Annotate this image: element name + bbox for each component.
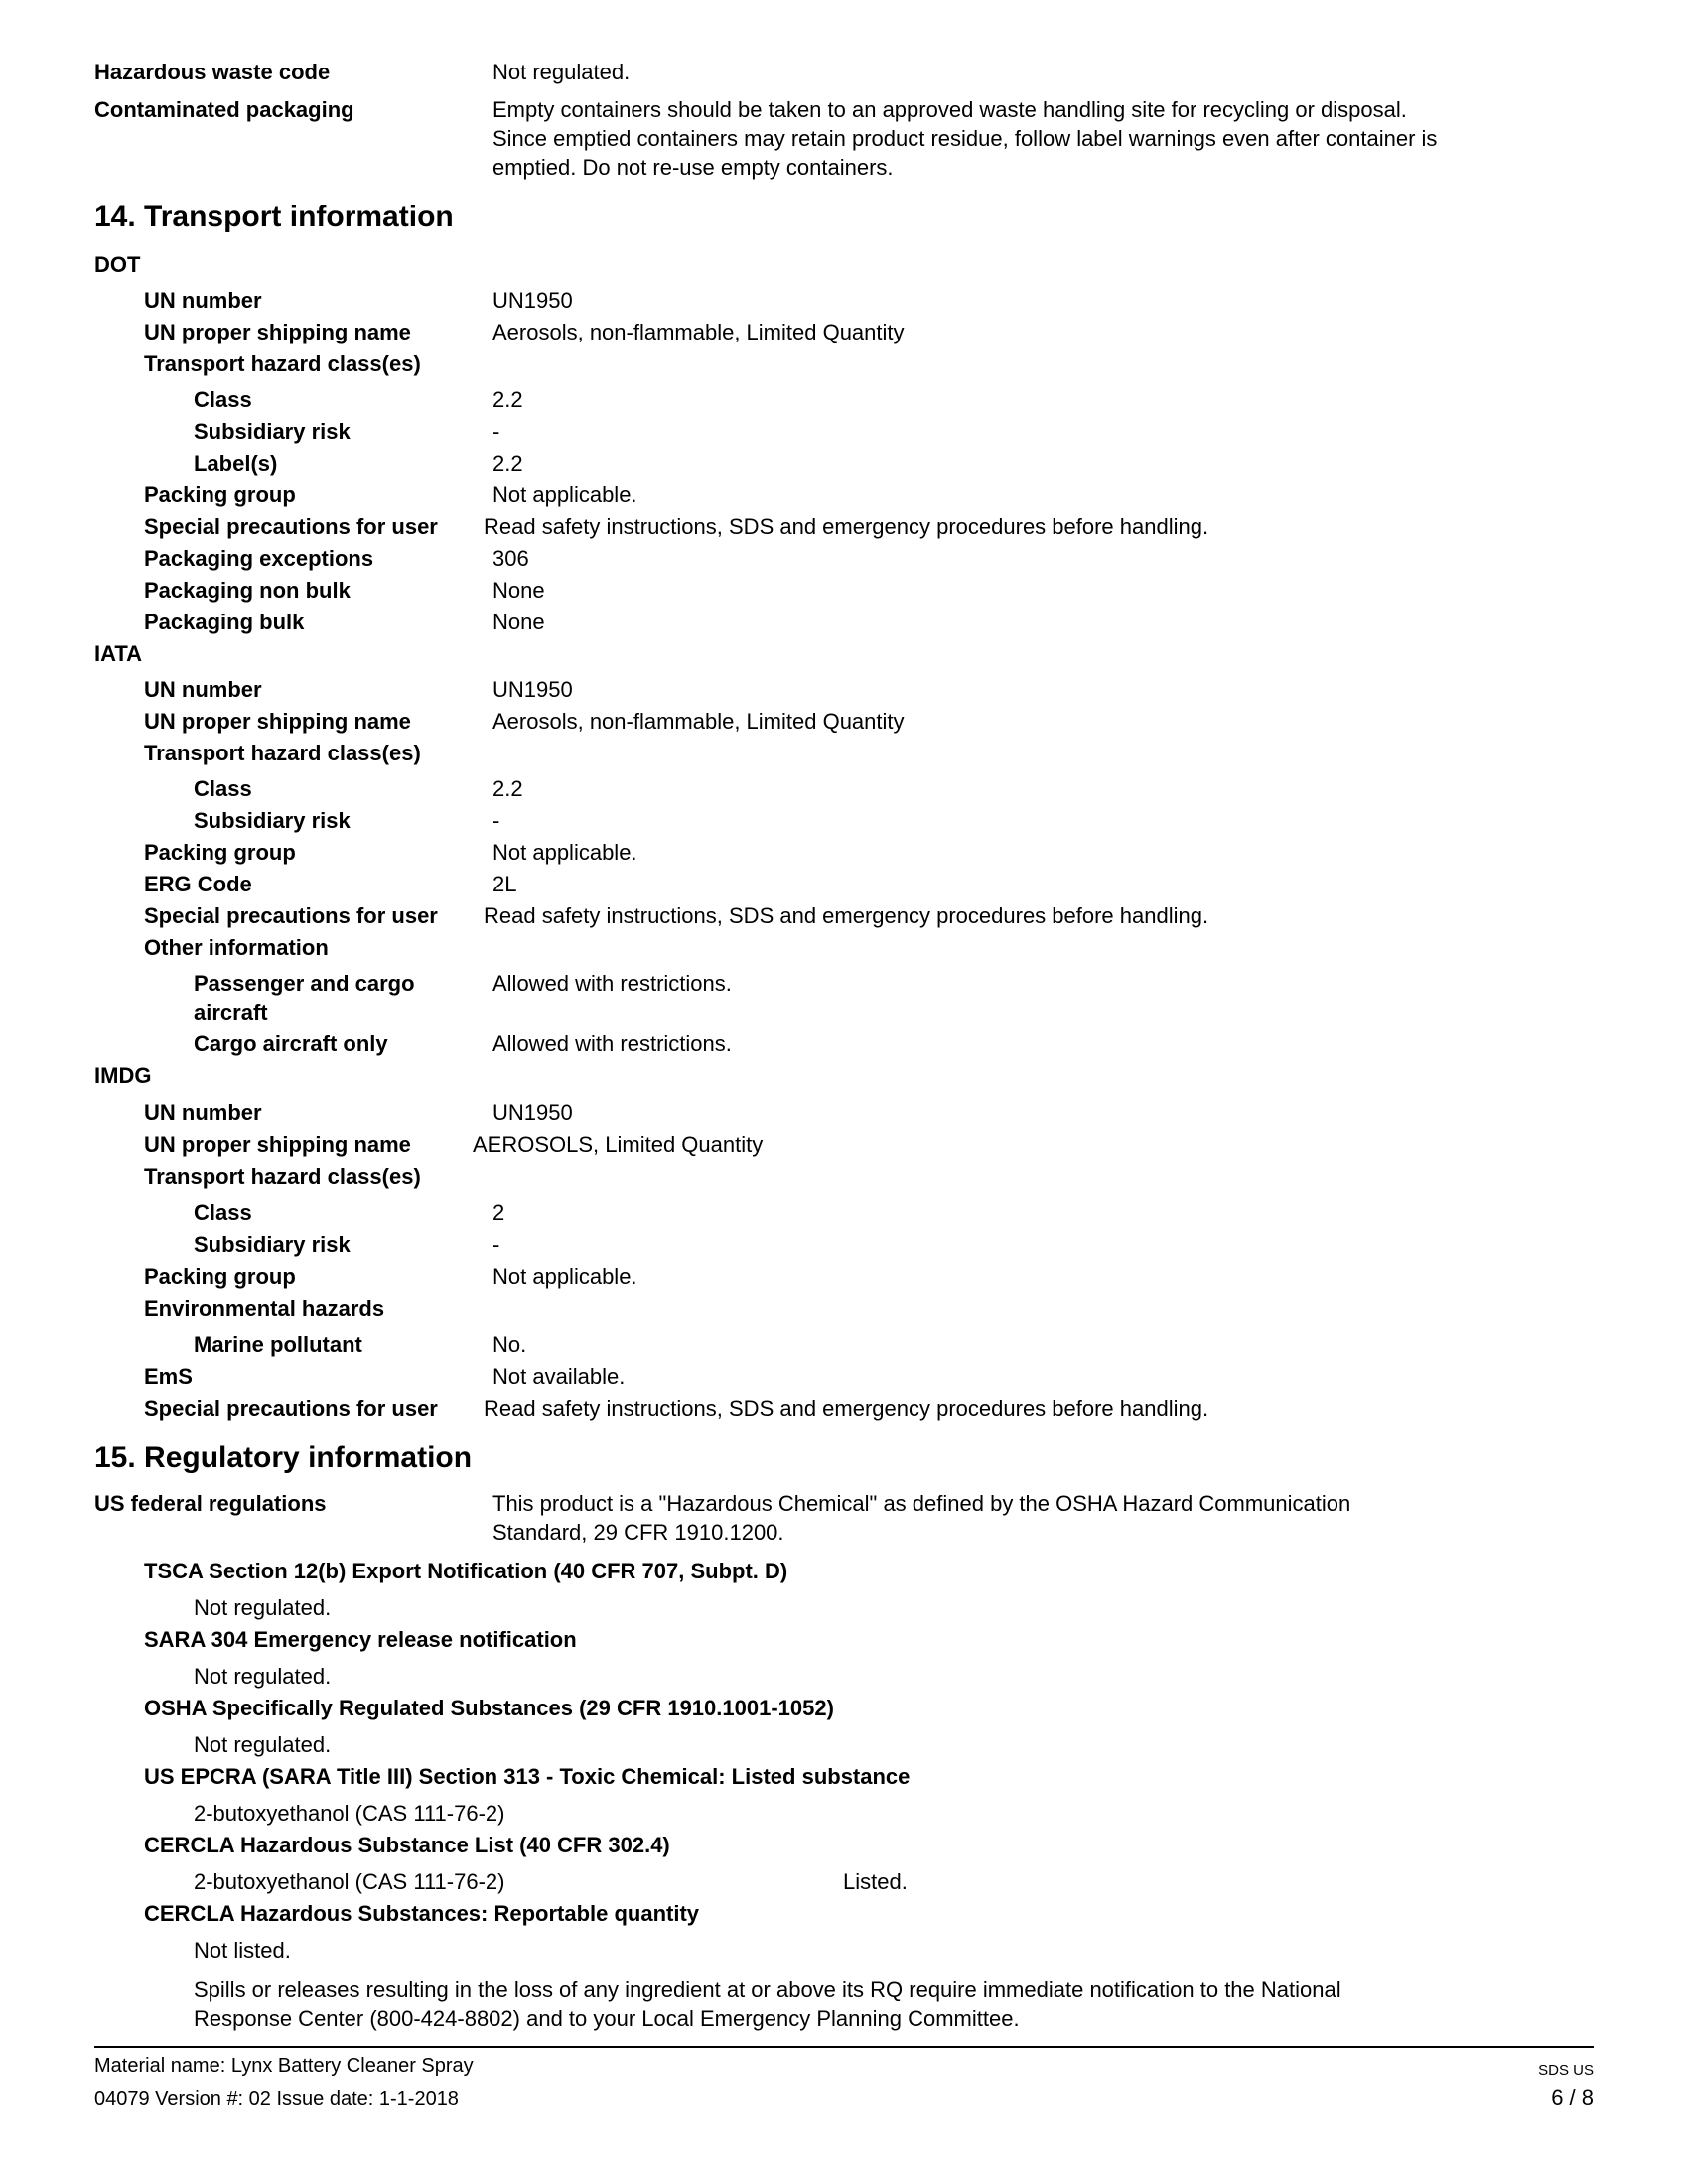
iata-erg-code-value: 2L bbox=[492, 872, 517, 896]
dot-heading: DOT bbox=[94, 252, 141, 277]
osha-heading: OSHA Specifically Regulated Substances (29 CFR 1910.1001-1052) bbox=[144, 1696, 834, 1720]
dot-un-number-label: UN number bbox=[144, 288, 262, 313]
section-14-title: 14. Transport information bbox=[94, 201, 454, 233]
dot-class-value: 2.2 bbox=[492, 387, 523, 412]
epcra-heading: US EPCRA (SARA Title III) Section 313 - Toxic Chemical: Listed substance bbox=[144, 1764, 911, 1789]
footer-divider bbox=[94, 2046, 1594, 2048]
imdg-packing-group-label: Packing group bbox=[144, 1264, 296, 1289]
dot-packing-group-label: Packing group bbox=[144, 482, 296, 507]
iata-erg-code-label: ERG Code bbox=[144, 872, 252, 896]
imdg-environmental-hazards-label: Environmental hazards bbox=[144, 1297, 385, 1321]
dot-packing-group-value: Not applicable. bbox=[492, 482, 637, 507]
hazardous-waste-code-value: Not regulated. bbox=[492, 60, 631, 84]
hazardous-waste-code-label: Hazardous waste code bbox=[94, 60, 331, 84]
imdg-heading: IMDG bbox=[94, 1063, 152, 1088]
iata-passenger-cargo-value: Allowed with restrictions. bbox=[492, 971, 732, 996]
cercla-rq-note-line2: Response Center (800-424-8802) and to your Local Emergency Planning Committee. bbox=[194, 2006, 1020, 2031]
imdg-un-number-value: UN1950 bbox=[492, 1100, 573, 1125]
imdg-marine-pollutant-label: Marine pollutant bbox=[194, 1332, 362, 1357]
dot-class-label: Class bbox=[194, 387, 252, 412]
dot-packaging-non-bulk-value: None bbox=[492, 578, 545, 603]
iata-subsidiary-risk-value: - bbox=[492, 808, 500, 833]
cercla-list-status: Listed. bbox=[843, 1869, 908, 1894]
iata-subsidiary-risk-label: Subsidiary risk bbox=[194, 808, 351, 833]
iata-cargo-only-value: Allowed with restrictions. bbox=[492, 1031, 732, 1056]
dot-special-precautions-value: Read safety instructions, SDS and emergency procedures before handling. bbox=[484, 514, 1209, 539]
dot-shipping-name-label: UN proper shipping name bbox=[144, 320, 411, 344]
footer-doc-type: SDS US bbox=[1538, 2062, 1594, 2079]
iata-class-label: Class bbox=[194, 776, 252, 801]
imdg-ems-label: EmS bbox=[144, 1364, 193, 1389]
iata-shipping-name-label: UN proper shipping name bbox=[144, 709, 411, 734]
tsca-value: Not regulated. bbox=[194, 1595, 332, 1620]
dot-subsidiary-risk-label: Subsidiary risk bbox=[194, 419, 351, 444]
imdg-class-label: Class bbox=[194, 1200, 252, 1225]
iata-passenger-cargo-label-line2: aircraft bbox=[194, 1000, 268, 1024]
iata-other-information-label: Other information bbox=[144, 935, 329, 960]
imdg-packing-group-value: Not applicable. bbox=[492, 1264, 637, 1289]
dot-packaging-exceptions-label: Packaging exceptions bbox=[144, 546, 374, 571]
iata-hazard-classes-label: Transport hazard class(es) bbox=[144, 741, 421, 765]
us-federal-line2: Standard, 29 CFR 1910.1200. bbox=[492, 1520, 784, 1545]
iata-special-precautions-label: Special precautions for user bbox=[144, 903, 438, 928]
dot-subsidiary-risk-value: - bbox=[492, 419, 500, 444]
imdg-marine-pollutant-value: No. bbox=[492, 1332, 527, 1357]
dot-packaging-non-bulk-label: Packaging non bulk bbox=[144, 578, 351, 603]
dot-packaging-bulk-value: None bbox=[492, 610, 545, 634]
us-federal-label: US federal regulations bbox=[94, 1491, 327, 1516]
iata-packing-group-value: Not applicable. bbox=[492, 840, 637, 865]
dot-un-number-value: UN1950 bbox=[492, 288, 573, 313]
iata-special-precautions-value: Read safety instructions, SDS and emergency procedures before handling. bbox=[484, 903, 1209, 928]
cercla-rq-value: Not listed. bbox=[194, 1938, 291, 1963]
imdg-special-precautions-label: Special precautions for user bbox=[144, 1396, 438, 1421]
iata-un-number-value: UN1950 bbox=[492, 677, 573, 702]
iata-passenger-cargo-label-line1: Passenger and cargo bbox=[194, 971, 415, 996]
iata-heading: IATA bbox=[94, 641, 143, 666]
iata-class-value: 2.2 bbox=[492, 776, 523, 801]
dot-packaging-bulk-label: Packaging bulk bbox=[144, 610, 305, 634]
dot-packaging-exceptions-value: 306 bbox=[492, 546, 529, 571]
section-15-title: 15. Regulatory information bbox=[94, 1441, 473, 1474]
contaminated-packaging-line3: emptied. Do not re-use empty containers. bbox=[492, 155, 894, 180]
osha-value: Not regulated. bbox=[194, 1732, 332, 1757]
sara304-heading: SARA 304 Emergency release notification bbox=[144, 1627, 577, 1652]
epcra-value: 2-butoxyethanol (CAS 111-76-2) bbox=[194, 1801, 505, 1826]
imdg-un-number-label: UN number bbox=[144, 1100, 262, 1125]
contaminated-packaging-label: Contaminated packaging bbox=[94, 97, 354, 122]
iata-cargo-only-label: Cargo aircraft only bbox=[194, 1031, 388, 1056]
contaminated-packaging-line1: Empty containers should be taken to an approved waste handling site for recycling or disposal. bbox=[492, 97, 1407, 122]
dot-special-precautions-label: Special precautions for user bbox=[144, 514, 438, 539]
dot-hazard-classes-label: Transport hazard class(es) bbox=[144, 351, 421, 376]
contaminated-packaging-line2: Since emptied containers may retain product residue, follow label warnings even after container is bbox=[492, 126, 1438, 151]
cercla-rq-heading: CERCLA Hazardous Substances: Reportable quantity bbox=[144, 1901, 700, 1926]
imdg-shipping-name-label: UN proper shipping name bbox=[144, 1132, 411, 1157]
cercla-list-heading: CERCLA Hazardous Substance List (40 CFR 302.4) bbox=[144, 1833, 670, 1857]
imdg-hazard-classes-label: Transport hazard class(es) bbox=[144, 1164, 421, 1189]
dot-shipping-name-value: Aerosols, non-flammable, Limited Quantity bbox=[492, 320, 905, 344]
imdg-class-value: 2 bbox=[492, 1200, 505, 1225]
imdg-ems-value: Not available. bbox=[492, 1364, 626, 1389]
imdg-subsidiary-risk-label: Subsidiary risk bbox=[194, 1232, 351, 1257]
footer-page-number: 6 / 8 bbox=[1551, 2085, 1594, 2110]
iata-shipping-name-value: Aerosols, non-flammable, Limited Quantity bbox=[492, 709, 905, 734]
footer-material-name: Material name: Lynx Battery Cleaner Spray bbox=[94, 2055, 474, 2077]
iata-packing-group-label: Packing group bbox=[144, 840, 296, 865]
cercla-rq-note-line1: Spills or releases resulting in the loss of any ingredient at or above its RQ require immediate notification to the National bbox=[194, 1978, 1341, 2002]
iata-un-number-label: UN number bbox=[144, 677, 262, 702]
us-federal-line1: This product is a "Hazardous Chemical" as defined by the OSHA Hazard Communication bbox=[492, 1491, 1351, 1516]
tsca-heading: TSCA Section 12(b) Export Notification (40 CFR 707, Subpt. D) bbox=[144, 1559, 788, 1583]
imdg-shipping-name-value: AEROSOLS, Limited Quantity bbox=[473, 1132, 764, 1157]
footer-version-line: 04079 Version #: 02 Issue date: 1-1-2018 bbox=[94, 2088, 459, 2110]
dot-labels-value: 2.2 bbox=[492, 451, 523, 476]
imdg-special-precautions-value: Read safety instructions, SDS and emergency procedures before handling. bbox=[484, 1396, 1209, 1421]
dot-labels-label: Label(s) bbox=[194, 451, 278, 476]
sara304-value: Not regulated. bbox=[194, 1664, 332, 1689]
imdg-subsidiary-risk-value: - bbox=[492, 1232, 500, 1257]
cercla-list-substance: 2-butoxyethanol (CAS 111-76-2) bbox=[194, 1869, 505, 1894]
